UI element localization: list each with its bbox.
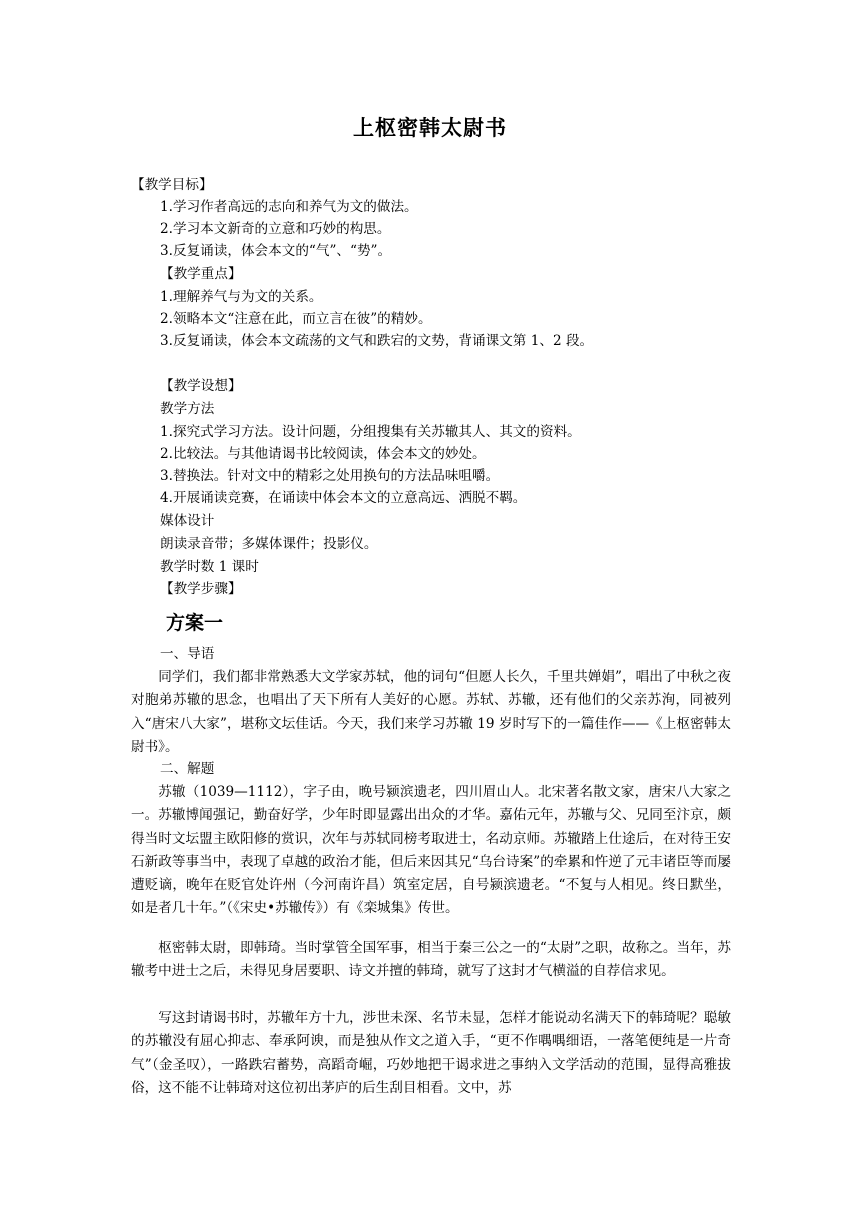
focus-item: 3.反复诵读，体会本文疏荡的文气和跌宕的文势，背诵课文第 1、2 段。 <box>160 333 594 349</box>
section-label: 二、解题 <box>160 761 215 777</box>
goal-item: 1.学习作者高远的志向和养气为文的做法。 <box>160 199 418 215</box>
method-item: 2.比较法。与其他请谒书比较阅读，体会本文的妙处。 <box>160 446 486 462</box>
focus-item: 2.领略本文“注意在此，而立言在彼”的精妙。 <box>160 311 432 327</box>
goal-item: 2.学习本文新奇的立意和巧妙的构思。 <box>160 221 391 237</box>
analysis-paragraph: 写这封请谒书时，苏辙年方十九，涉世未深、名节未显，怎样才能说动名满天下的韩琦呢？聪敏的苏辙没有屈心抑志、奉承阿谀，而是独从作文之道入手，“更不作喁喁细语，一落笔便纯是一片奇气”（金圣叹），一路跌宕蓄势，高蹈奇崛，巧妙地把干谒求进之事纳入文学活动的范围，显得高雅拔俗，这不能不让韩琦对这位初出茅庐的后生刮目相看。文中，苏 <box>131 1010 731 1096</box>
method-item: 4.开展诵读竞赛，在诵读中体会本文的立意高远、洒脱不羁。 <box>160 490 527 506</box>
focus-heading: 【教学重点】 <box>160 266 242 282</box>
method-item: 3.替换法。针对文中的精彩之处用换句的方法品味咀嚼。 <box>160 468 500 484</box>
hanqi-paragraph: 枢密韩太尉，即韩琦。当时掌管全国军事，相当于秦三公之一的“太尉”之职，故称之。当年，苏辙考中进士之后，未得见身居要职、诗文并擅的韩琦，就写了这封才气横溢的自荐信求见。 <box>131 940 731 980</box>
steps-heading: 【教学步骤】 <box>160 581 242 597</box>
bio-paragraph: 苏辙（1039—1112），字子由，晚号颍滨遗老，四川眉山人。北宋著名散文家，唐宋八大家之一。苏辙博闻强记，勤奋好学，少年时即显露出出众的才华。嘉佑元年，苏辙与父、兄同至汴京，颇得当时文坛盟主欧阳修的赏识，次年与苏轼同榜考取进士，名动京师。苏辙踏上仕途后，在对待王安石新政等事当中，表现了卓越的政治才能，但后来因其兄“乌台诗案”的牵累和忤逆了元丰诸臣等而屡遭贬谪，晚年在贬官处许州（今河南许昌）筑室定居，自号颍滨遗老。“不复与人相见。终日默坐，如是者几十年。”（《宋史•苏辙传》）有《栾城集》传世。 <box>131 784 731 917</box>
goal-item: 3.反复诵读，体会本文的“气”、“势”。 <box>160 243 392 259</box>
method-label: 教学方法 <box>160 401 215 417</box>
page-title: 上枢密韩太尉书 <box>353 116 507 140</box>
intro-paragraph: 同学们，我们都非常熟悉大文学家苏轼，他的词句“但愿人长久，千里共婵娟”，唱出了中秋之夜对胞弟苏辙的思念，也唱出了天下所有人美好的心愿。苏轼、苏辙，还有他们的父亲苏洵，同被列入“唐宋八大家”，堪称文坛佳话。今天，我们来学习苏辙 19 岁时写下的一篇佳作——《上枢密韩太尉书》。 <box>131 669 731 755</box>
focus-item: 1.理解养气与为文的关系。 <box>160 289 323 305</box>
media-text: 朗读录音带；多媒体课件；投影仪。 <box>160 536 378 552</box>
goals-heading: 【教学目标】 <box>131 177 213 193</box>
media-label: 媒体设计 <box>160 513 215 529</box>
design-heading: 【教学设想】 <box>160 378 242 394</box>
plan-heading: 方案一 <box>166 612 224 634</box>
section-label: 一、导语 <box>160 646 215 662</box>
method-item: 1.探究式学习方法。设计问题，分组搜集有关苏辙其人、其文的资料。 <box>160 424 581 440</box>
class-hours: 教学时数 1 课时 <box>160 559 259 575</box>
